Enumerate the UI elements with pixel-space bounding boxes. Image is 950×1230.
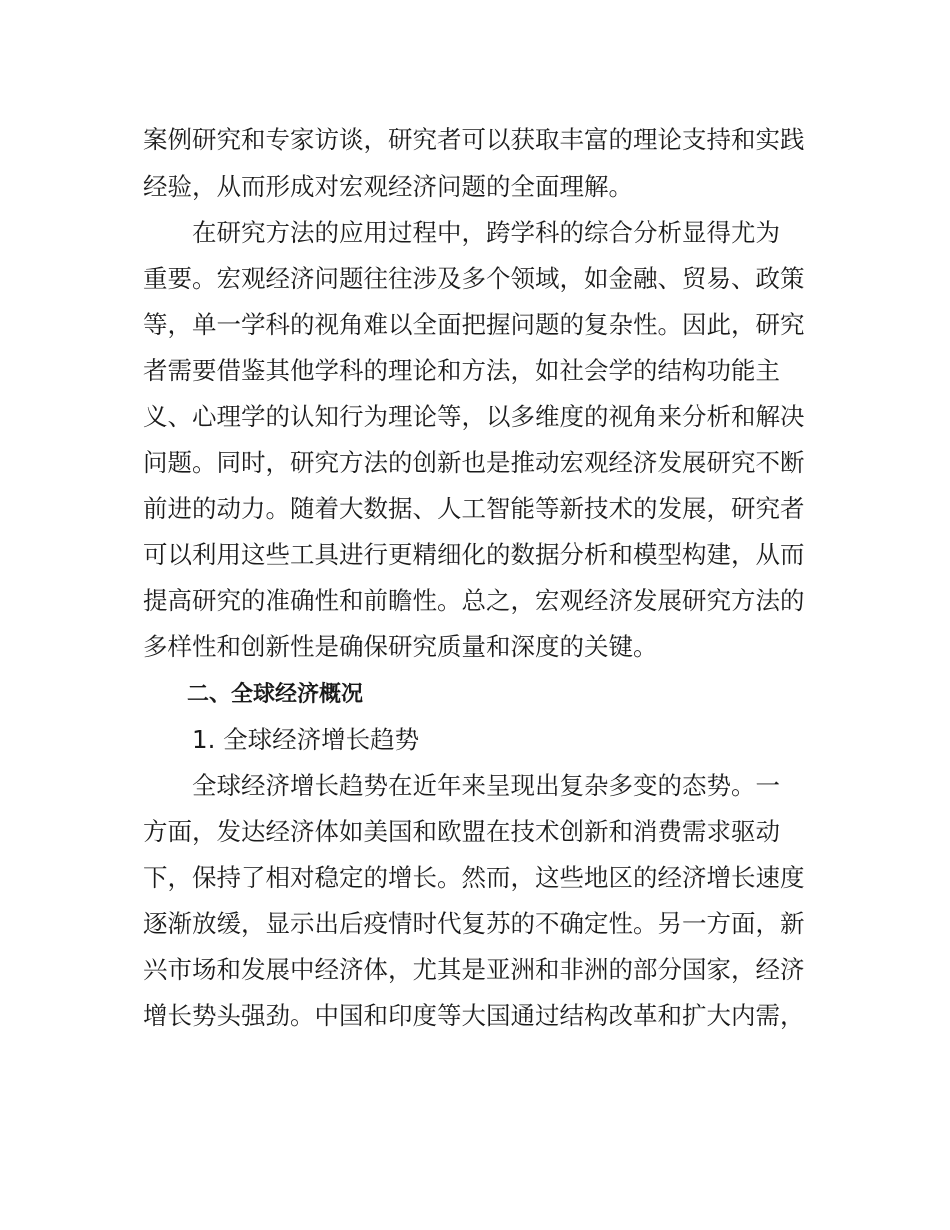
paragraph-line: 可以利用这些工具进行更精细化的数据分析和模型构建，从而 [143,540,805,569]
paragraph-line: 增长势头强劲。中国和印度等大国通过结构改革和扩大内需， [143,1001,805,1030]
paragraph-line: 问题。同时，研究方法的创新也是推动宏观经济发展研究不断 [143,448,805,477]
paragraph-line: 在研究方法的应用过程中，跨学科的综合分析显得尤为 [143,218,780,247]
paragraph-line: 全球经济增长趋势在近年来呈现出复杂多变的态势。一 [143,771,780,800]
paragraph-line: 前进的动力。随着大数据、人工智能等新技术的发展，研究者 [143,494,805,523]
paragraph-line: 多样性和创新性是确保研究质量和深度的关键。 [143,632,658,661]
paragraph-line: 兴市场和发展中经济体，尤其是亚洲和非洲的部分国家，经济 [143,955,805,984]
paragraph-line: 经验，从而形成对宏观经济问题的全面理解。 [143,172,633,201]
paragraph-line: 义、心理学的认知行为理论等，以多维度的视角来分析和解决 [143,402,805,431]
paragraph-line: 提高研究的准确性和前瞻性。总之，宏观经济发展研究方法的 [143,586,805,615]
paragraph-line: 下，保持了相对稳定的增长。然而，这些地区的经济增长速度 [143,863,805,892]
paragraph-line: 案例研究和专家访谈，研究者可以获取丰富的理论支持和实践 [143,125,805,154]
paragraph-line: 方面，发达经济体如美国和欧盟在技术创新和消费需求驱动 [143,817,780,846]
subsection-heading: 1. 全球经济增长趋势 [143,725,420,754]
paragraph-line: 逐渐放缓，显示出后疫情时代复苏的不确定性。另一方面，新 [143,909,805,938]
paragraph-line: 等，单一学科的视角难以全面把握问题的复杂性。因此，研究 [143,310,805,339]
paragraph-line: 者需要借鉴其他学科的理论和方法，如社会学的结构功能主 [143,356,780,385]
section-heading: 二、全球经济概况 [143,682,364,707]
paragraph-line: 重要。宏观经济问题往往涉及多个领域，如金融、贸易、政策 [143,264,805,293]
